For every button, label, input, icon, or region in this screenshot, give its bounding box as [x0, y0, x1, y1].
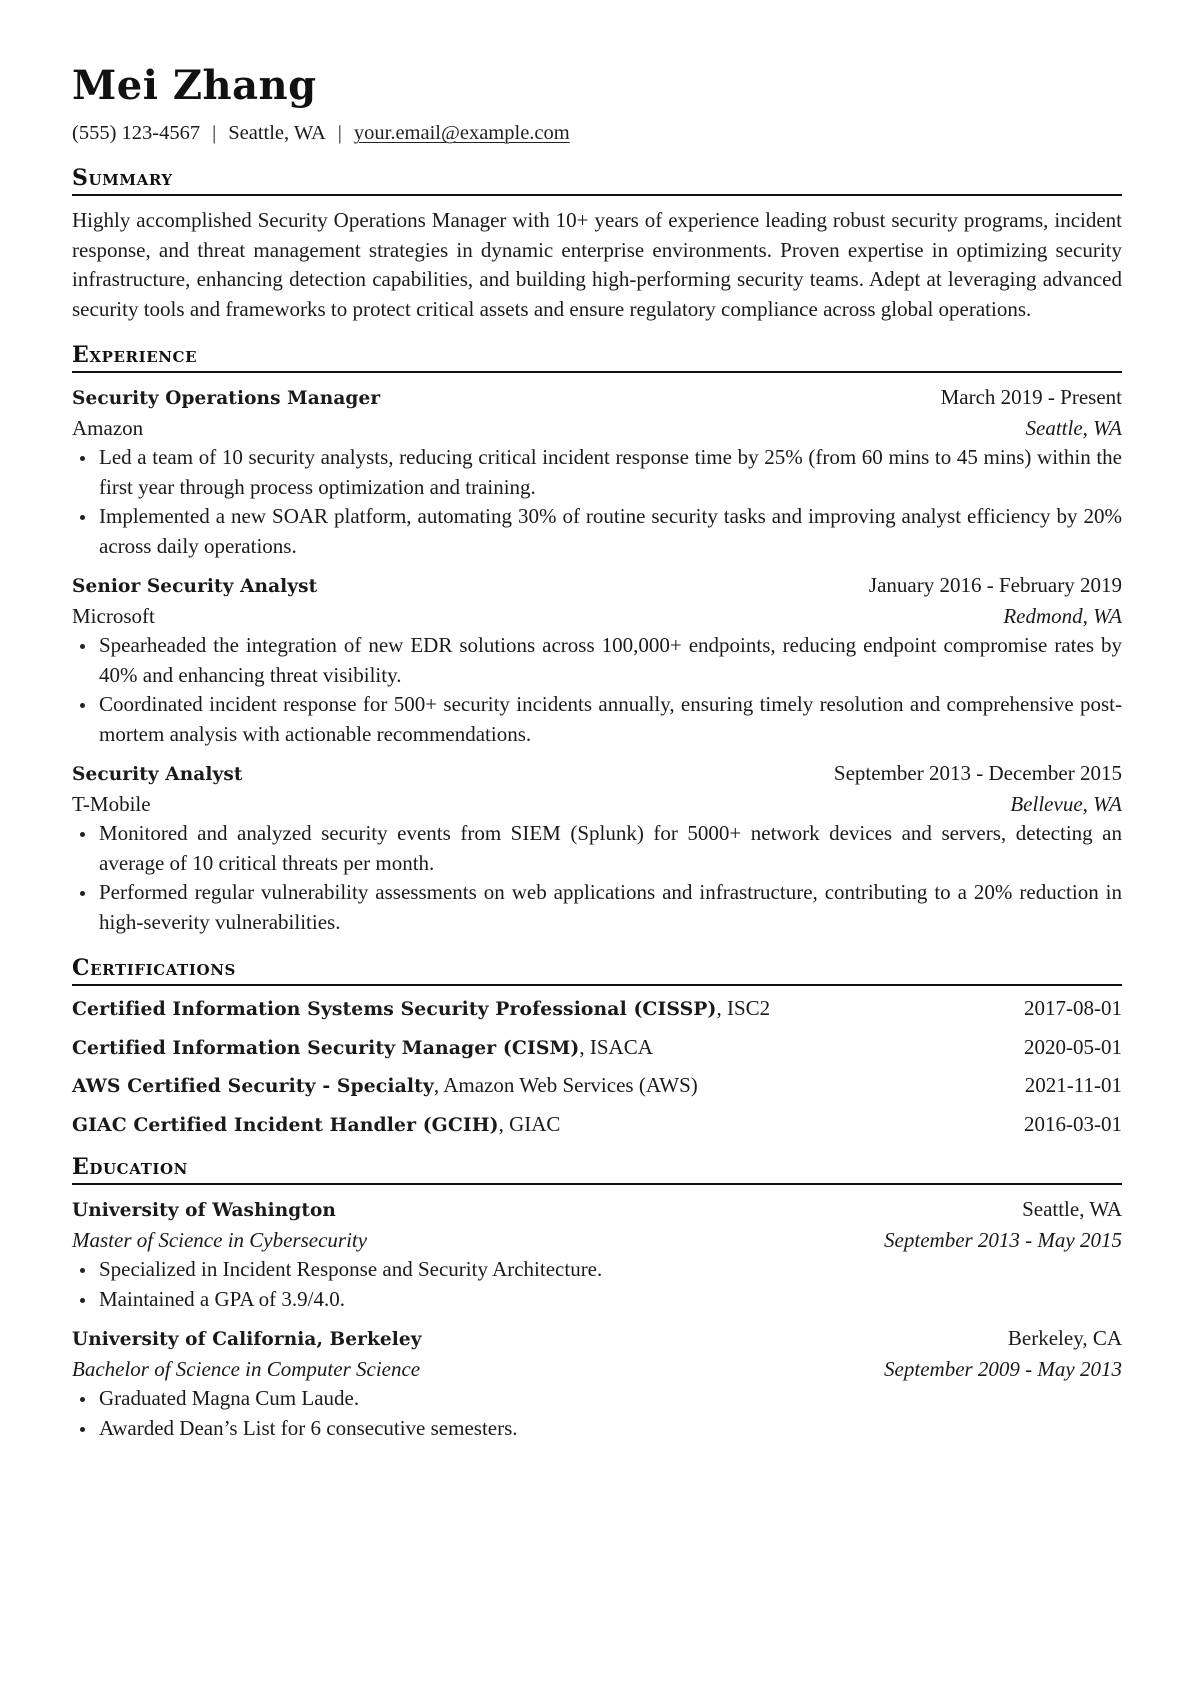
education-bullets [72, 1384, 1122, 1443]
contact-line [72, 119, 1122, 147]
job-location: Redmond, WA [1003, 603, 1122, 628]
certification-date: 2020-05-01 [1024, 1034, 1122, 1059]
job-dates: March 2019 - Present [940, 385, 1122, 409]
bullet-item: Led a team of 10 security analysts, reducing critical incident response time by 25% (from 60 mins to 45 mins) within the first year through process optimization and training. [72, 443, 1122, 502]
job-location: Seattle, WA [1025, 415, 1122, 440]
job-location: Bellevue, WA [1010, 791, 1122, 816]
certification-item: Certified Information Systems Security Professional (CISSP), ISC2 2017-08-01 [72, 994, 1122, 1033]
school-location: Seattle, WA [1022, 1197, 1122, 1221]
bullet-item: Monitored and analyzed security events from SIEM (Splunk) for 5000+ network devices and servers, detecting an average of 10 critical threats per month. [72, 819, 1122, 878]
resume-page [72, 52, 1122, 1443]
summary-text: Highly accomplished Security Operations Manager with 10+ years of experience leading robust security programs, incident response, and threat management strategies in dynamic enterprise environments. Proven expertise in optimizing security infrastructure, enhancing detection capabilities, and building high-performing security teams. Adept at leveraging advanced security tools and frameworks to protect critical assets and ensure regulatory compliance across global operations. [72, 208, 1122, 321]
email-link[interactable]: your.email@example.com [353, 122, 570, 144]
certification-item: GIAC Certified Incident Handler (GCIH), GIAC 2016-03-01 [72, 1110, 1122, 1149]
education-dates: September 2009 - May 2013 [884, 1356, 1122, 1381]
education-section [72, 1152, 1122, 1443]
location: Seattle, WA [228, 122, 326, 144]
certification-name: Certified Information Security Manager (CISM) [72, 1036, 580, 1059]
bullet-item: Implemented a new SOAR platform, automating 30% of routine security tasks and improving analyst efficiency by 20% across daily operations. [72, 502, 1122, 561]
bullet-item: Graduated Magna Cum Laude. [72, 1384, 1122, 1414]
bullet-item: Coordinated incident response for 500+ security incidents annually, ensuring timely resolution and comprehensive post-mortem analysis with actionable recommendations. [72, 690, 1122, 749]
certification-item: Certified Information Security Manager (CISM), ISACA 2020-05-01 [72, 1033, 1122, 1072]
school-name: University of California, Berkeley [72, 1329, 422, 1350]
certification-date: 2017-08-01 [1024, 996, 1122, 1020]
separator: | [212, 122, 217, 144]
separator: | [337, 122, 342, 144]
degree: Bachelor of Science in Computer Science [72, 1356, 421, 1381]
certification-name: GIAC Certified Incident Handler (GCIH) [72, 1113, 499, 1136]
company-name: Amazon [72, 415, 144, 440]
job-entry [72, 571, 1122, 749]
certification-issuer: ISACA [589, 1034, 653, 1059]
phone-number: (555) 123-4567 [72, 122, 201, 144]
section-heading: Education [72, 1152, 1122, 1185]
school-name: University of Washington [72, 1200, 336, 1221]
job-bullets [72, 443, 1122, 561]
certification-issuer: GIAC [509, 1111, 561, 1136]
certification-name: Certified Information Systems Security Professional (CISSP) [72, 998, 717, 1020]
section-heading: Certifications [72, 953, 1122, 986]
certifications-section [72, 953, 1122, 1148]
school-location: Berkeley, CA [1007, 1326, 1122, 1350]
education-dates: September 2013 - May 2015 [884, 1227, 1122, 1252]
job-dates: January 2016 - February 2019 [868, 573, 1122, 597]
company-name: T-Mobile [72, 791, 151, 816]
summary-section [72, 163, 1122, 324]
job-dates: September 2013 - December 2015 [833, 761, 1122, 785]
certification-issuer: ISC2 [727, 996, 771, 1020]
job-entry [72, 759, 1122, 937]
section-heading: Experience [72, 340, 1122, 373]
bullet-item: Maintained a GPA of 3.9/4.0. [72, 1285, 1122, 1315]
bullet-item: Spearheaded the integration of new EDR solutions across 100,000+ endpoints, reducing endpoint compromise rates by 40% and enhancing threat visibility. [72, 631, 1122, 690]
education-bullets [72, 1255, 1122, 1314]
section-heading: Summary [72, 163, 1122, 196]
experience-section [72, 340, 1122, 937]
job-title: Security Analyst [72, 764, 243, 785]
certification-name: AWS Certified Security - Specialty [72, 1075, 434, 1097]
education-entry [72, 1324, 1122, 1443]
candidate-name: Mei Zhang [72, 62, 317, 109]
company-name: Microsoft [72, 603, 155, 628]
certification-date: 2016-03-01 [1024, 1111, 1122, 1136]
bullet-item: Performed regular vulnerability assessments on web applications and infrastructure, contributing to a 20% reduction in high-severity vulnerabilities. [72, 878, 1122, 937]
certification-issuer: Amazon Web Services (AWS) [443, 1073, 698, 1097]
resume-header [72, 62, 1122, 147]
education-entry [72, 1195, 1122, 1314]
certification-date: 2021-11-01 [1024, 1073, 1122, 1097]
certification-list [72, 994, 1122, 1148]
job-bullets [72, 631, 1122, 749]
job-title: Security Operations Manager [72, 388, 381, 409]
bullet-item: Awarded Dean’s List for 6 consecutive semesters. [72, 1414, 1122, 1444]
job-entry [72, 383, 1122, 561]
bullet-item: Specialized in Incident Response and Security Architecture. [72, 1255, 1122, 1285]
job-bullets [72, 819, 1122, 937]
job-title: Senior Security Analyst [72, 576, 318, 597]
degree: Master of Science in Cybersecurity [72, 1227, 368, 1252]
certification-item: AWS Certified Security - Specialty, Amazon Web Services (AWS) 2021-11-01 [72, 1071, 1122, 1110]
